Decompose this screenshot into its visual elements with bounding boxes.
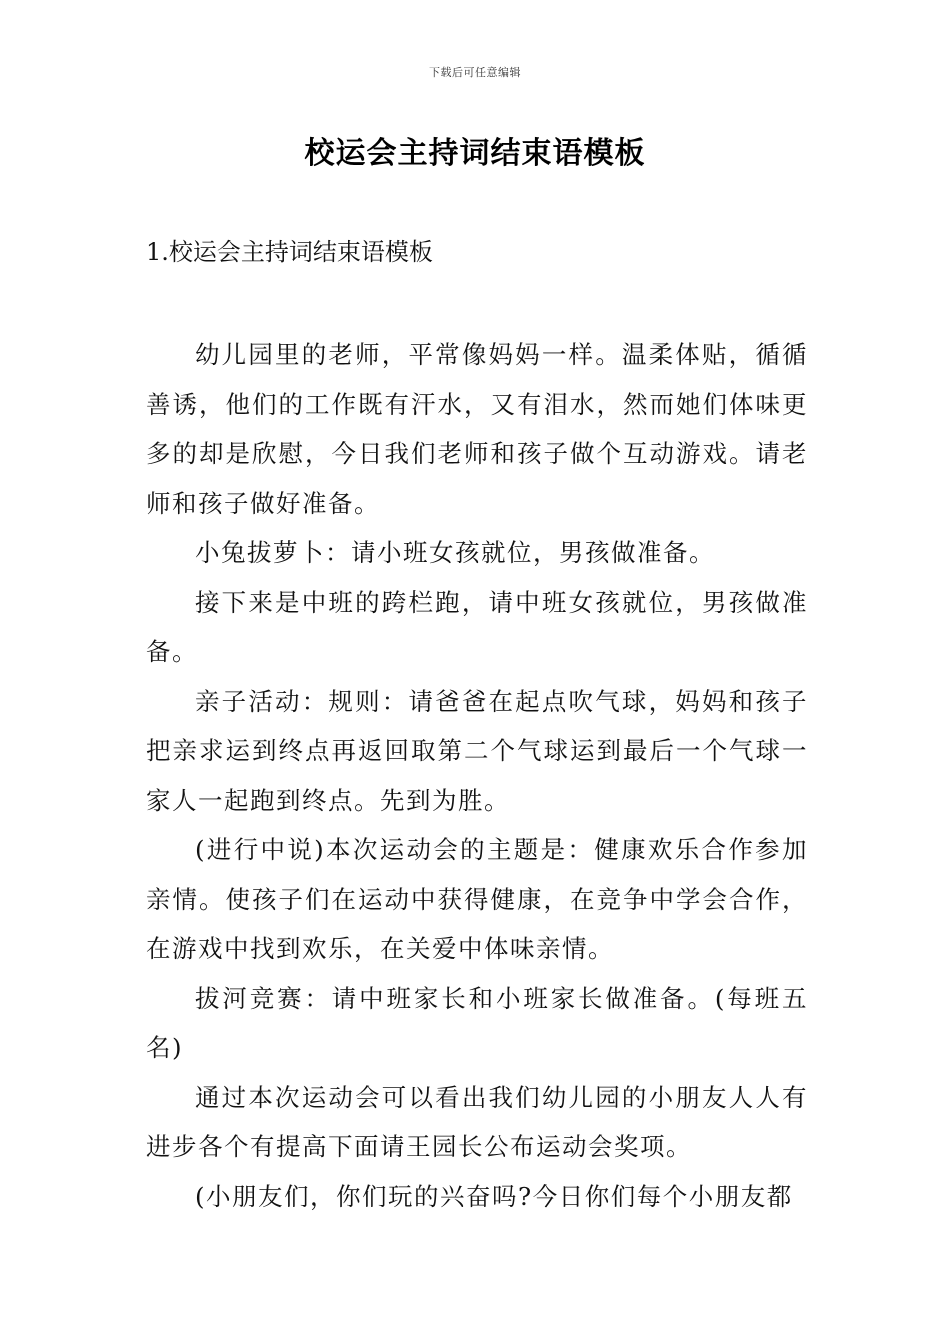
paragraph-theme: (进行中说)本次运动会的主题是：健康欢乐合作参加亲情。使孩子们在运动中获得健康，在竞争中学会合作，在游戏中找到欢乐，在关爱中体味亲情。 (146, 835, 808, 963)
document-body (146, 330, 808, 1221)
paragraph-awards: 通过本次运动会可以看出我们幼儿园的小朋友人人有进步各个有提高下面请王园长公布运动会奖项。 (146, 1082, 808, 1161)
paragraph-rabbit-game: 小兔拔萝卜：请小班女孩就位，男孩做准备。 (195, 538, 715, 567)
paragraph-hurdles: 接下来是中班的跨栏跑，请中班女孩就位，男孩做准备。 (146, 587, 808, 666)
paragraph-family-activity: 亲子活动：规则：请爸爸在起点吹气球，妈妈和孩子把亲求运到终点再返回取第二个气球运到最后一个气球一家人一起跑到终点。先到为胜。 (146, 686, 808, 815)
paragraph-intro: 幼儿园里的老师，平常像妈妈一样。温柔体贴，循循善诱，他们的工作既有汗水，又有泪水，然而她们体味更多的却是欣慰，今日我们老师和孩子做个互动游戏。请老师和孩子做好准备。 (146, 340, 808, 518)
paragraph-closing: (小朋友们，你们玩的兴奋吗?今日你们每个小朋友都 (195, 1181, 793, 1211)
document-title: 校运会主持词结束语模板 (304, 136, 646, 171)
section-heading: 1.校运会主持词结束语模板 (146, 238, 433, 266)
page-header-note: 下载后可任意编辑 (429, 66, 521, 79)
paragraph-tug-of-war: 拔河竞赛：请中班家长和小班家长做准备。(每班五名) (146, 983, 808, 1062)
